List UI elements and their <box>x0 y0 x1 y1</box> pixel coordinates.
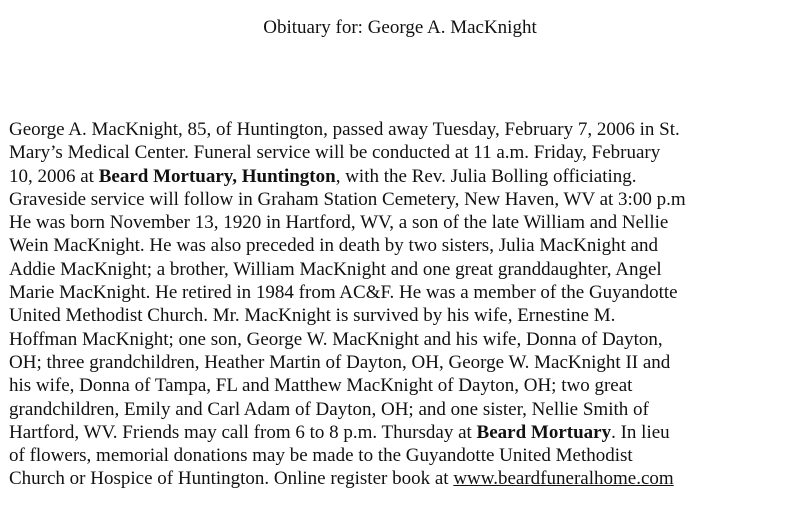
obituary-line <box>9 467 799 490</box>
funeral-home-name: Beard Mortuary <box>476 421 612 443</box>
obituary-text: Addie MacKnight; a brother, William MacKnight and one great granddaughter, Angel <box>9 258 662 280</box>
obituary-text: Wein MacKnight. He was also preceded in death by two sisters, Julia MacKnight and <box>9 235 659 257</box>
obituary-body <box>9 118 799 491</box>
obituary-text: George A. MacKnight, 85, of Huntington, passed away Tuesday, February 7, 2006 in St. <box>9 119 680 140</box>
obituary-text: He was born November 13, 1920 in Hartford, WV, a son of the late William and Nellie <box>9 212 669 234</box>
funeral-home-name: Beard Mortuary, Huntington <box>98 165 336 187</box>
register-book-link[interactable]: www.beardfuneralhome.com <box>453 468 674 490</box>
obituary-line <box>9 281 799 304</box>
obituary-text: Graveside service will follow in Graham Station Cemetery, New Haven, WV at 3:00 p.m <box>9 188 686 210</box>
obituary-text: United Methodist Church. Mr. MacKnight is survived by his wife, Ernestine M. <box>9 305 616 327</box>
obituary-line <box>9 304 799 327</box>
obituary-text: his wife, Donna of Tampa, FL and Matthew MacKnight of Dayton, OH; two great <box>9 375 633 397</box>
obituary-text: Mary’s Medical Center. Funeral service will be conducted at 11 a.m. Friday, February <box>9 142 661 164</box>
obituary-line <box>9 444 799 467</box>
obituary-line <box>9 118 799 141</box>
obituary-line <box>9 211 799 234</box>
obituary-text: Marie MacKnight. He retired in 1984 from AC&F. He was a member of the Guyandotte <box>9 282 678 304</box>
obituary-line <box>9 398 799 421</box>
obituary-text: . In lieu <box>611 421 670 443</box>
obituary-text: of flowers, memorial donations may be made to the Guyandotte United Methodist <box>9 445 633 467</box>
obituary-text: Hartford, WV. Friends may call from 6 to 8 p.m. Thursday at <box>9 421 477 443</box>
obituary-line <box>9 258 799 281</box>
obituary-line <box>9 421 799 444</box>
obituary-line <box>9 234 799 257</box>
obituary-text: , with the Rev. Julia Bolling officiating. <box>335 165 637 187</box>
page-title: Obituary for: George A. MacKnight <box>263 17 537 38</box>
obituary-line <box>9 328 799 351</box>
obituary-text: Hoffman MacKnight; one son, George W. MacKnight and his wife, Donna of Dayton, <box>9 328 663 350</box>
obituary-line <box>9 374 799 397</box>
obituary-text: 10, 2006 at <box>9 165 99 187</box>
obituary-line <box>9 141 799 164</box>
obituary-line <box>9 188 799 211</box>
obituary-line <box>9 165 799 188</box>
obituary-line <box>9 351 799 374</box>
obituary-text: grandchildren, Emily and Carl Adam of Dayton, OH; and one sister, Nellie Smith of <box>9 398 649 420</box>
obituary-text: Church or Hospice of Huntington. Online register book at <box>9 468 454 490</box>
obituary-text: OH; three grandchildren, Heather Martin of Dayton, OH, George W. MacKnight II and <box>9 351 671 373</box>
